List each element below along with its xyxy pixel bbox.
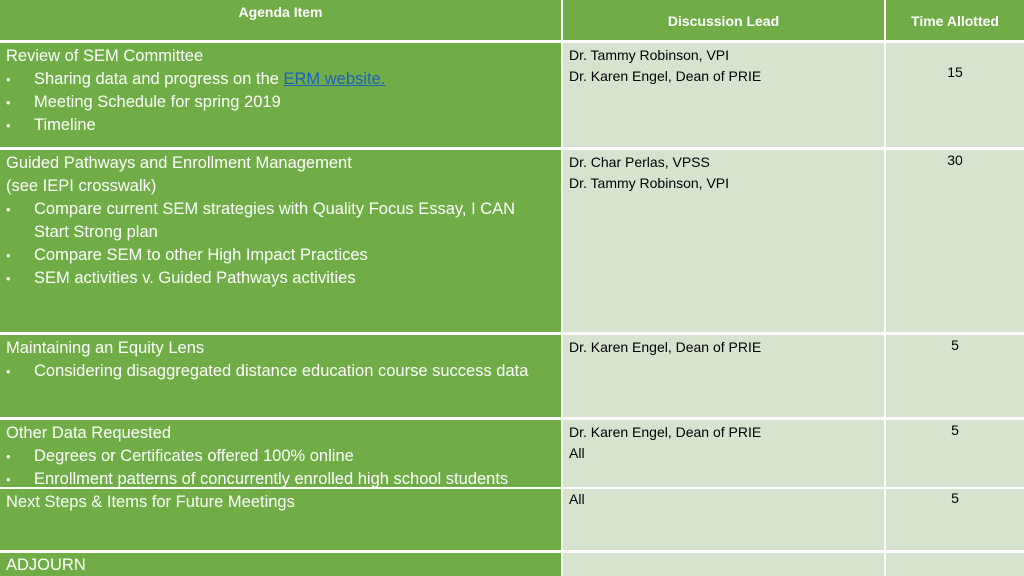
discussion-lead-name: Dr. Char Perlas, VPSS: [569, 154, 710, 170]
agenda-bullet: [6, 360, 561, 383]
time-allotted-cell: 15: [886, 43, 1024, 147]
discussion-lead-cell: [563, 43, 884, 147]
bullet-icon: •: [6, 472, 11, 487]
agenda-bullet: [6, 468, 561, 487]
bullet-icon: •: [6, 72, 11, 87]
discussion-lead-name: Dr. Karen Engel, Dean of PRIE: [569, 67, 762, 84]
agenda-item-title: Review of SEM Committee: [6, 47, 204, 65]
agenda-bullet-text: Degrees or Certificates offered 100% online: [34, 447, 354, 465]
agenda-bullet-text: Sharing data and progress on the ERM website.: [34, 70, 386, 88]
agenda-bullet-text: SEM activities v. Guided Pathways activities: [34, 269, 356, 287]
discussion-lead-name: Dr. Tammy Robinson, VPI: [569, 47, 730, 63]
bullet-icon: •: [6, 118, 11, 133]
agenda-item-adjourn: [0, 553, 561, 576]
agenda-item-title: Next Steps & Items for Future Meetings: [6, 493, 295, 511]
discussion-lead-cell: [563, 420, 884, 487]
agenda-item-subtitle: (see IEPI crosswalk): [6, 177, 157, 195]
agenda-bullet: [6, 198, 561, 244]
discussion-lead-name: All: [569, 444, 585, 461]
agenda-item-guided-pathways: [0, 150, 561, 332]
agenda-bullet-text: Considering disaggregated distance education course success data: [34, 362, 529, 380]
discussion-lead-name: All: [569, 491, 585, 507]
header-discussion-lead: Discussion Lead: [563, 0, 884, 40]
agenda-bullet: [6, 91, 561, 114]
agenda-bullet-text: Compare SEM to other High Impact Practices: [34, 246, 368, 264]
erm-website-link[interactable]: ERM website.: [283, 70, 386, 88]
agenda-bullet: [6, 445, 561, 468]
bullet-icon: •: [6, 449, 11, 464]
agenda-bullet-text: Timeline: [34, 116, 96, 134]
agenda-bullet: [6, 244, 561, 267]
discussion-lead-name: Dr. Karen Engel, Dean of PRIE: [569, 424, 762, 440]
discussion-lead-cell: [563, 553, 884, 576]
agenda-item-other-data: [0, 420, 561, 487]
time-allotted-cell: 5: [886, 420, 1024, 487]
agenda-item-next-steps: [0, 489, 561, 550]
agenda-item-title: Guided Pathways and Enrollment Management: [6, 154, 352, 172]
header-agenda-item: Agenda Item: [0, 0, 561, 40]
header-time-allotted: Time Allotted: [886, 0, 1024, 40]
agenda-bullet-text: Enrollment patterns of concurrently enrolled high school students: [34, 470, 509, 487]
time-allotted-cell: 5: [886, 489, 1024, 550]
discussion-lead-cell: [563, 150, 884, 332]
agenda-bullet: [6, 68, 561, 91]
agenda-item-title: Maintaining an Equity Lens: [6, 339, 205, 357]
time-allotted-cell: 30: [886, 150, 1024, 332]
bullet-icon: •: [6, 248, 11, 263]
discussion-lead-name: Dr. Tammy Robinson, VPI: [569, 174, 730, 191]
agenda-bullet: [6, 267, 561, 290]
agenda-item-equity-lens: [0, 335, 561, 417]
agenda-bullet-text: Meeting Schedule for spring 2019: [34, 93, 281, 111]
time-allotted-cell: 5: [886, 335, 1024, 417]
agenda-item-title: Other Data Requested: [6, 424, 172, 442]
agenda-bullet-text: Compare current SEM strategies with Quality Focus Essay, I CAN Start Strong plan: [34, 200, 516, 241]
bullet-icon: •: [6, 364, 11, 379]
bullet-icon: •: [6, 202, 11, 217]
discussion-lead-name: Dr. Karen Engel, Dean of PRIE: [569, 339, 762, 355]
time-allotted-cell: [886, 553, 1024, 576]
agenda-item-review-sem: [0, 43, 561, 147]
agenda-item-title: ADJOURN: [6, 556, 86, 574]
agenda-bullet: [6, 114, 561, 137]
bullet-icon: •: [6, 95, 11, 110]
discussion-lead-cell: [563, 489, 884, 550]
discussion-lead-cell: [563, 335, 884, 417]
bullet-icon: •: [6, 271, 11, 286]
